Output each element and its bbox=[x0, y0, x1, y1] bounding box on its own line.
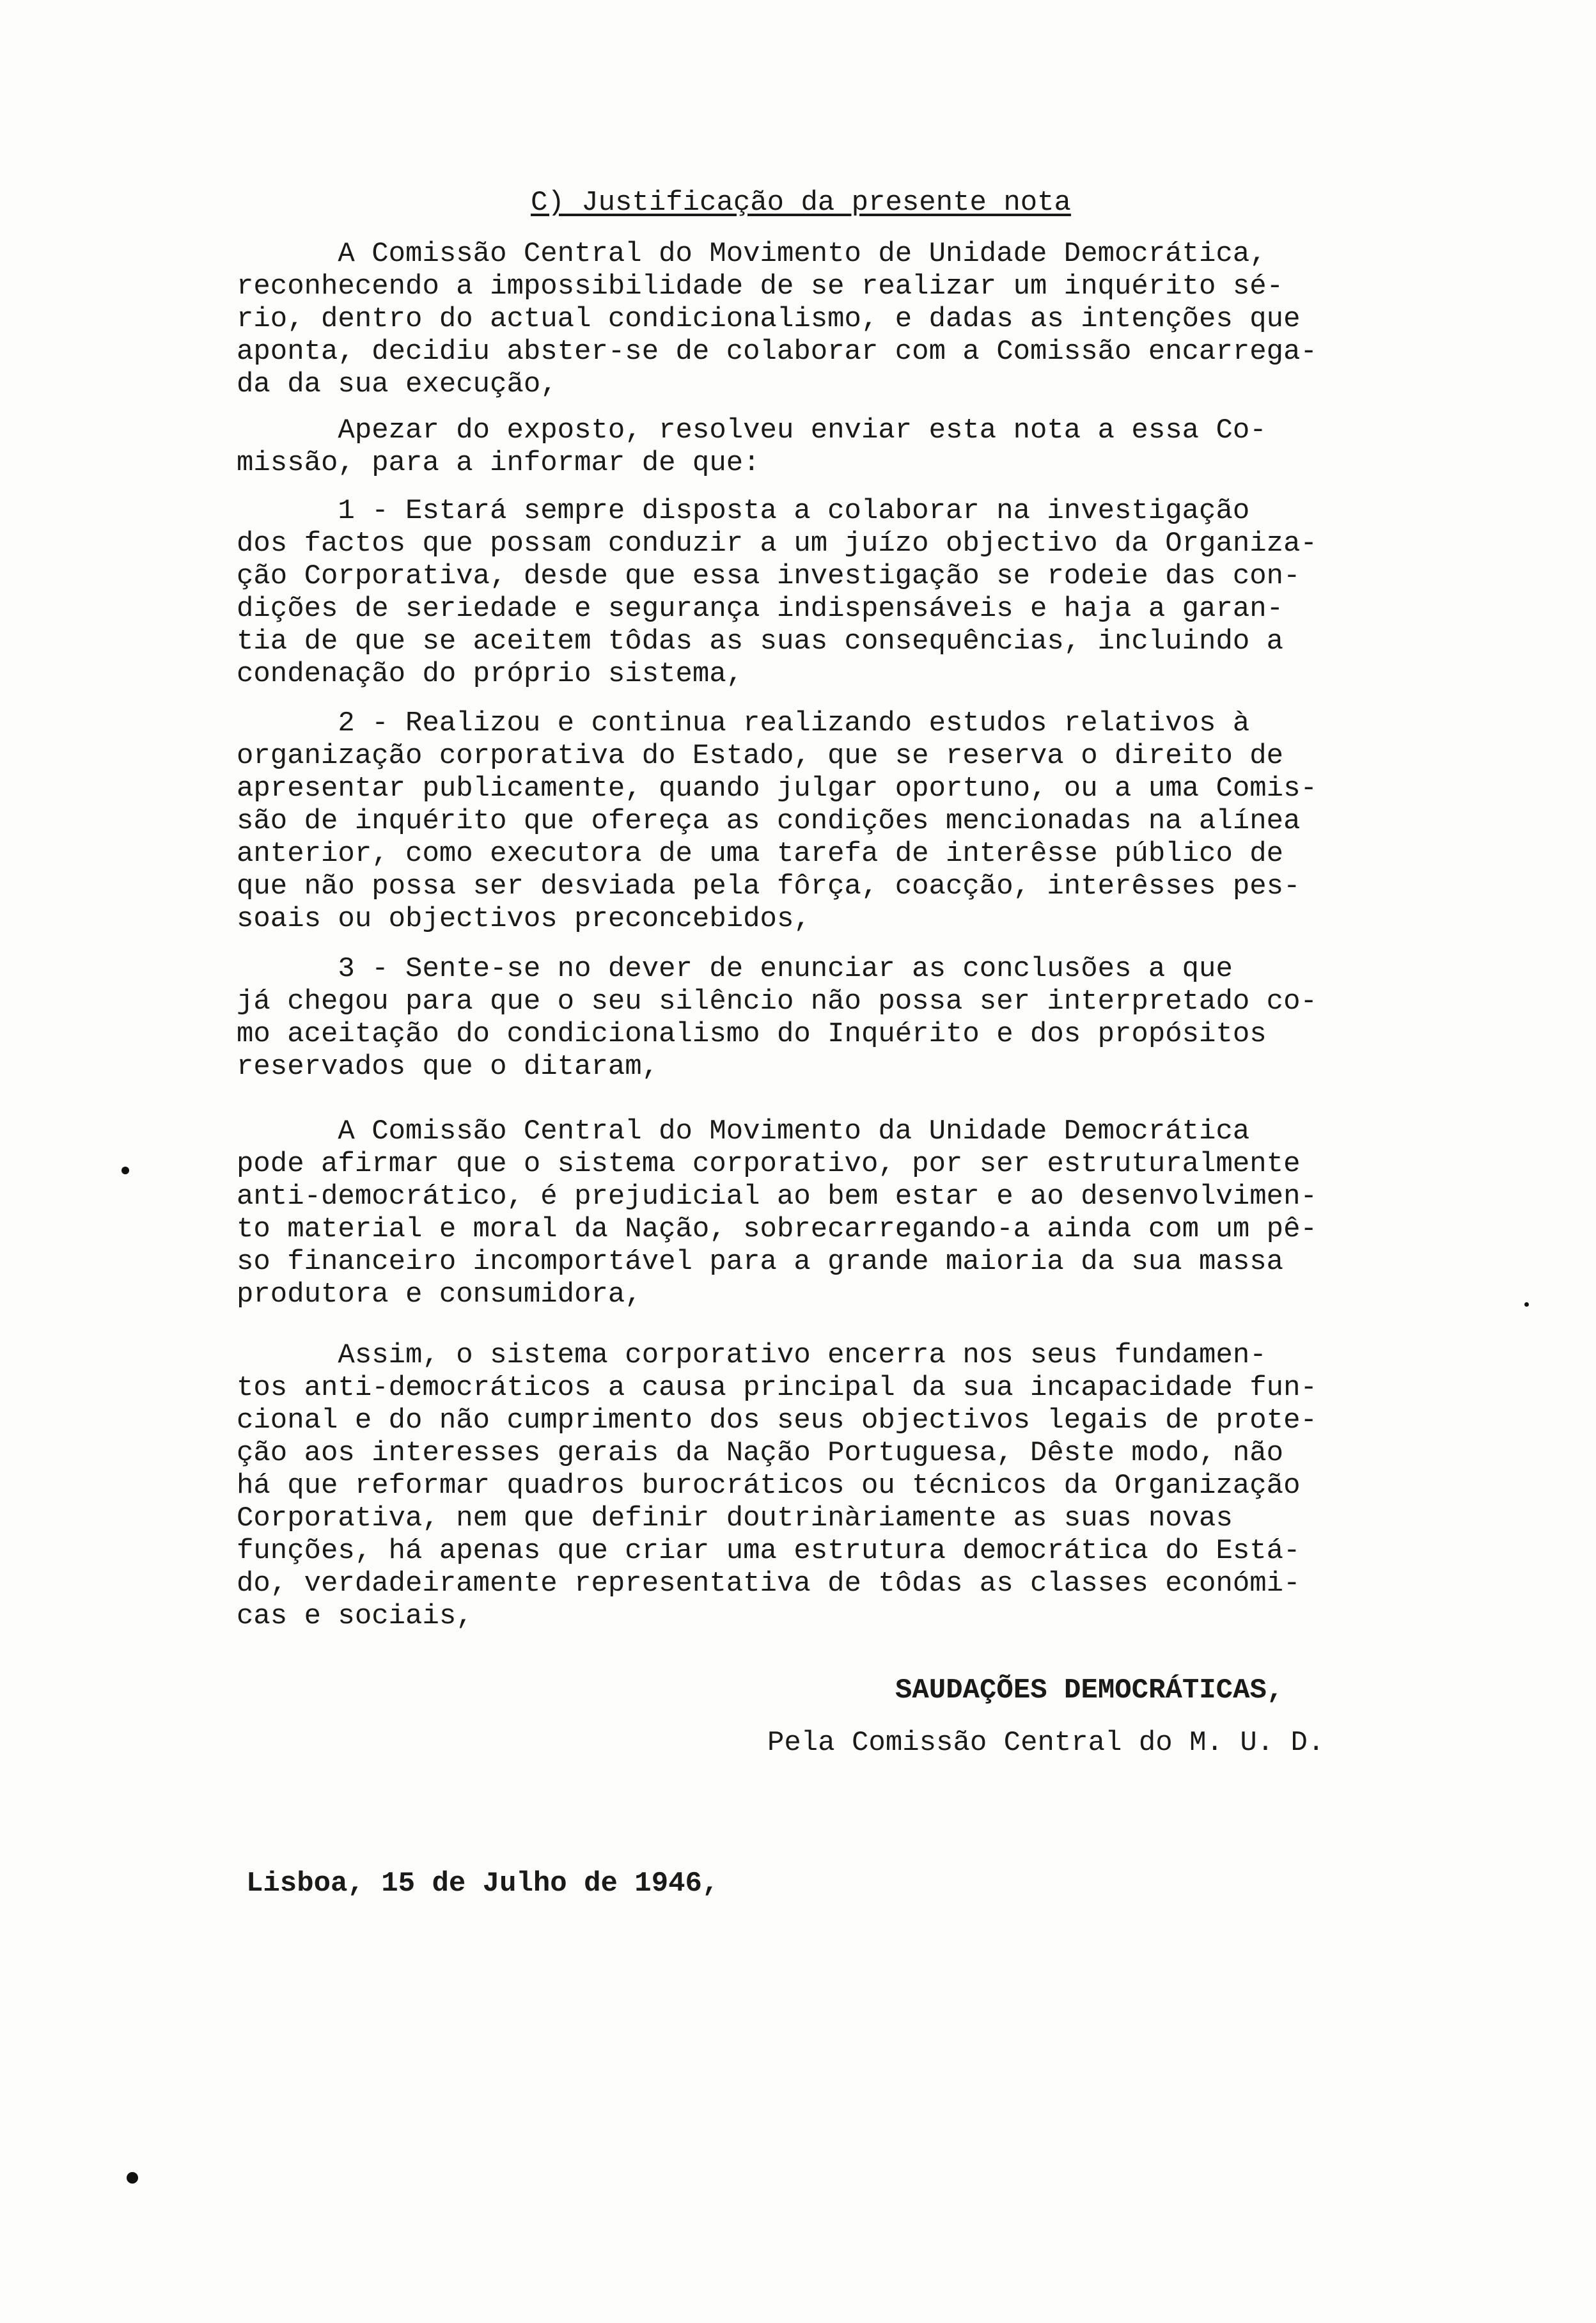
scan-speck bbox=[127, 2172, 138, 2184]
paragraph-conclusion: A Comissão Central do Movimento da Unidade Democrática pode afirmar que o sistema corporativo, por ser estruturalmente anti-democrático, é prejudicial ao bem estar e ao desenvolvimen- to material e moral da Nação, sobrecarregando-a ainda com um pê- so financeiro incomportável para a grande maioria da sua massa produtora e consumidora, bbox=[237, 1115, 1317, 1311]
paragraph-final: Assim, o sistema corporativo encerra nos seus fundamen- tos anti-democráticos a causa principal da sua incapacidade fun- cional e do não cumprimento dos seus objectivos legais de prote- ção aos interesses gerais da Nação Portuguesa, Dêste modo, não há que reformar quadros burocráticos ou técnicos da Organização Corporativa, nem que definir doutrinàriamente as suas novas funções, há apenas que criar uma estrutura democrática do Está- do, verdadeiramente representativa de tôdas as classes económi- cas e sociais, bbox=[237, 1339, 1317, 1632]
scan-speck bbox=[1524, 1302, 1529, 1307]
place-and-date: Lisboa, 15 de Julho de 1946, bbox=[246, 1868, 719, 1900]
paragraph-point-2: 2 - Realizou e continua realizando estudos relativos à organização corporativa do Estado, que se reserva o direito de apresentar publicamente, quando julgar oportuno, ou a uma Comis- são de inquérito que ofereça as condições mencionadas na alínea anterior, como executora de uma tarefa de interêsse público de que não possa ser desviada pela fôrça, coacção, interêsses pes- soais ou objectivos preconcebidos, bbox=[237, 707, 1317, 935]
closing-salutation: SAUDAÇÕES DEMOCRÁTICAS, bbox=[895, 1674, 1284, 1706]
signature-line: Pela Comissão Central do M. U. D. bbox=[767, 1727, 1325, 1759]
paragraph-intro: A Comissão Central do Movimento de Unidade Democrática, reconhecendo a impossibilidade de se realizar um inquérito sé- rio, dentro do actual condicionalismo, e dadas as intenções que aponta, decidiu abster-se de colaborar com a Comissão encarrega- da da sua execução, bbox=[237, 238, 1317, 400]
paragraph-point-3: 3 - Sente-se no dever de enunciar as conclusões a que já chegou para que o seu silêncio não possa ser interpretado co- mo aceitação do condicionalismo do Inquérito e dos propósitos reservados que o ditaram, bbox=[237, 953, 1317, 1083]
section-heading: C) Justificação da presente nota bbox=[531, 187, 1071, 219]
scan-speck bbox=[121, 1167, 129, 1174]
paragraph-point-1: 1 - Estará sempre disposta a colaborar na investigação dos factos que possam conduzir a um juízo objectivo da Organiza- ção Corporativa, desde que essa investigação se rodeie das con- dições de seriedade e segurança indispensáveis e haja a garan- tia de que se aceitem tôdas as suas consequências, incluindo a condenação do próprio sistema, bbox=[237, 495, 1317, 690]
paragraph-notice: Apezar do exposto, resolveu enviar esta nota a essa Co- missão, para a informar de que: bbox=[237, 414, 1267, 479]
